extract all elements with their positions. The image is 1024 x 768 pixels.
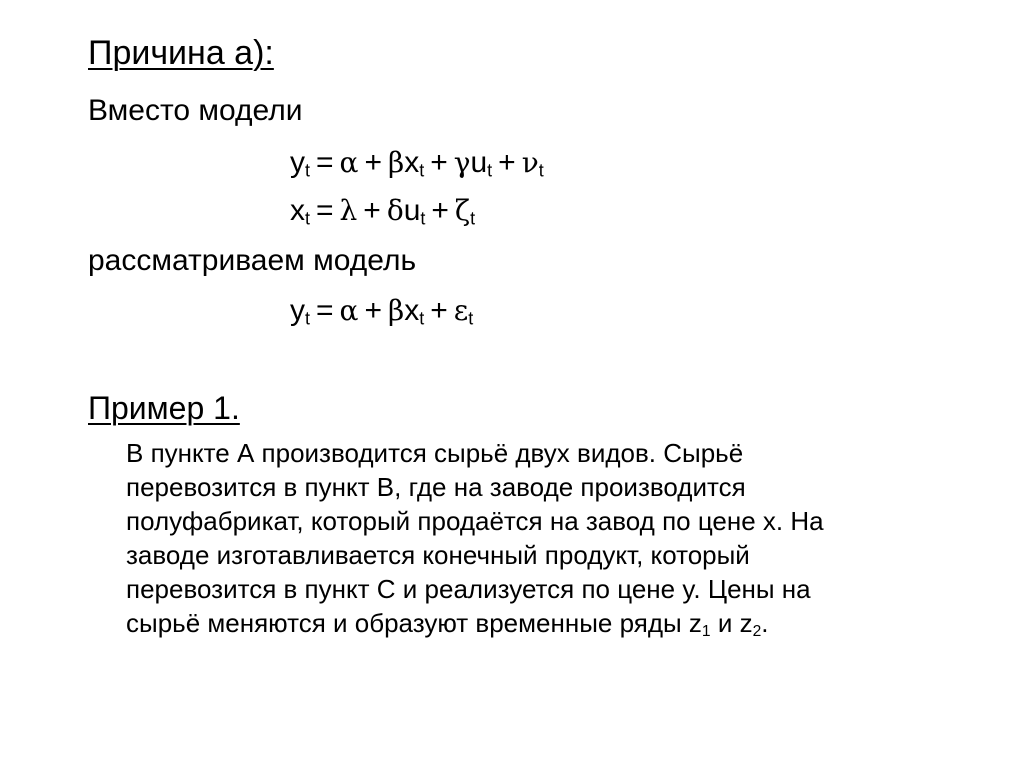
greek-alpha: α <box>339 294 359 327</box>
sub-t: t <box>420 208 426 229</box>
sub-t: t <box>419 160 425 181</box>
greek-beta: β <box>388 146 405 179</box>
op-plus: + <box>430 294 448 327</box>
op-plus: + <box>498 146 516 179</box>
var-u: u <box>470 146 488 179</box>
greek-delta: δ <box>386 194 404 227</box>
sub-t: t <box>470 208 476 229</box>
var-y: y <box>290 294 305 327</box>
line6-mid: и z <box>710 608 753 638</box>
paragraph-line-last <box>126 606 926 640</box>
heading-reason-a: Причина а): <box>88 34 274 72</box>
text-consider-model: рассматриваем модель <box>88 244 417 277</box>
op-eq: = <box>316 146 334 179</box>
example-paragraph <box>126 436 926 640</box>
heading-example-1: Пример 1. <box>88 390 240 426</box>
formula-y-reduced <box>290 294 473 328</box>
sub-t: t <box>538 160 544 181</box>
var-x: x <box>404 294 420 327</box>
sub-t: t <box>419 308 425 329</box>
paragraph-line: заводе изготавливается конечный продукт, который <box>126 540 750 570</box>
sub-t: t <box>305 208 311 229</box>
formula-x-structural <box>290 194 475 228</box>
op-eq: = <box>316 294 334 327</box>
sub-1: 1 <box>701 622 711 640</box>
greek-lambda: λ <box>339 194 358 227</box>
op-plus: + <box>363 194 381 227</box>
var-x: x <box>404 146 420 179</box>
greek-epsilon: ε <box>453 294 469 327</box>
op-eq: = <box>316 194 334 227</box>
op-plus: + <box>364 146 382 179</box>
sub-t: t <box>487 160 493 181</box>
line6-text: сырьё меняются и образуют временные ряды z <box>126 608 702 638</box>
greek-beta: β <box>388 294 405 327</box>
formula-y-structural <box>290 146 544 180</box>
var-x: x <box>290 194 305 227</box>
op-plus: + <box>431 194 449 227</box>
greek-gamma: γ <box>453 146 471 179</box>
paragraph-line: полуфабрикат, который продаётся на завод по цене x. На <box>126 506 824 536</box>
sub-t: t <box>305 160 311 181</box>
op-plus: + <box>364 294 382 327</box>
sub-t: t <box>305 308 311 329</box>
paragraph-line: перевозится в пункт С и реализуется по цене y. Цены на <box>126 574 811 604</box>
line6-end: . <box>761 608 769 638</box>
var-y: y <box>290 146 305 179</box>
text-instead-of-model: Вместо модели <box>88 94 303 127</box>
greek-nu: ν <box>521 146 539 179</box>
sub-2: 2 <box>752 622 762 640</box>
sub-t: t <box>468 308 474 329</box>
op-plus: + <box>430 146 448 179</box>
greek-zeta: ζ <box>454 194 471 227</box>
paragraph-line: перевозится в пункт В, где на заводе производится <box>126 472 746 502</box>
greek-alpha: α <box>339 146 359 179</box>
paragraph-line: В пункте А производится сырьё двух видов. Сырьё <box>126 438 744 468</box>
var-u: u <box>403 194 421 227</box>
